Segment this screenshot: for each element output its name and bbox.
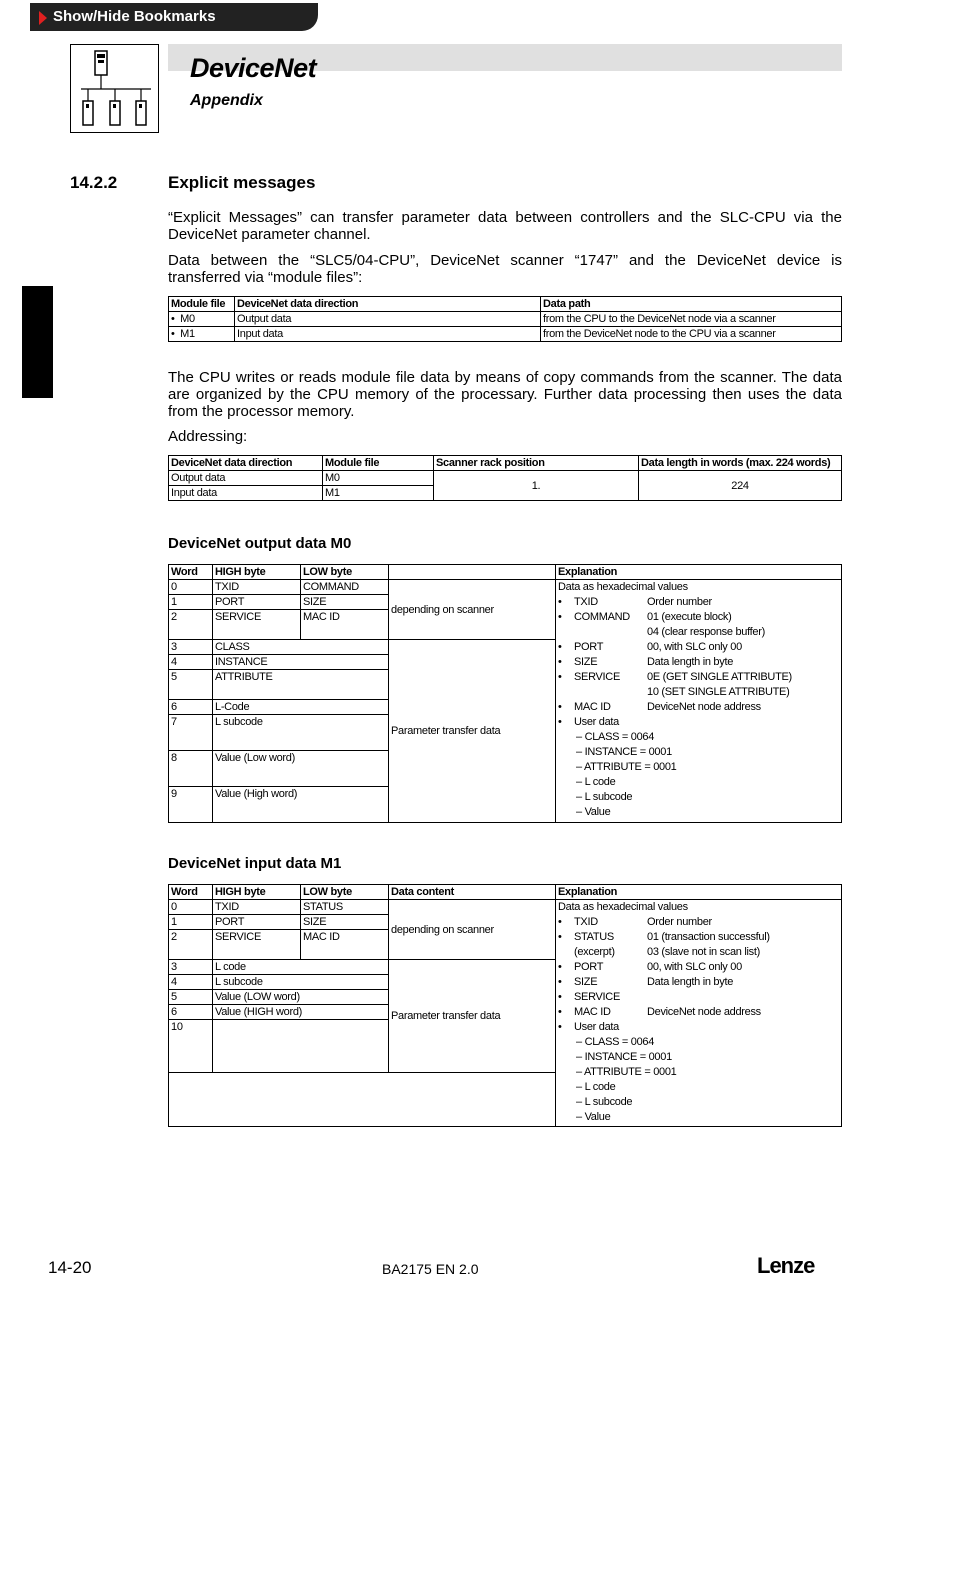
- page-number: 14-20: [48, 1258, 92, 1277]
- table-cell: Output data: [235, 312, 541, 327]
- table-cell: MAC ID: [301, 930, 389, 960]
- module-file-table: [168, 296, 842, 342]
- bullet: [558, 945, 574, 960]
- table-cell: M1: [323, 486, 434, 501]
- explanation-item: [558, 715, 839, 730]
- network-topology-icon: [70, 44, 159, 133]
- column-header: DeviceNet data direction: [169, 456, 323, 471]
- table-cell: L subcode: [213, 715, 389, 751]
- explanation-item: [558, 990, 839, 1005]
- bookmarks-button-label: Show/Hide Bookmarks: [53, 8, 216, 25]
- table-cell: Input data: [235, 327, 541, 342]
- module-file-value: M0: [180, 313, 195, 325]
- explanation-sub-item: – L subcode: [576, 791, 633, 803]
- lenze-logo: Lenze: [757, 1253, 815, 1278]
- page-subtitle: Appendix: [190, 92, 263, 109]
- column-header: Module file: [323, 456, 434, 471]
- table-row: [169, 327, 842, 342]
- explanation-sub-item: – INSTANCE = 0001: [576, 1051, 672, 1063]
- column-header: Word: [169, 885, 213, 900]
- explanation-sub-item: – ATTRIBUTE = 0001: [576, 1066, 677, 1078]
- explanation-sub-item: – INSTANCE = 0001: [576, 746, 672, 758]
- explanation-value: 03 (slave not in scan list): [647, 946, 760, 958]
- bullet: •: [558, 641, 562, 653]
- table-cell: 9: [169, 787, 213, 823]
- explanation-sub-item: – CLASS = 0064: [576, 1036, 655, 1048]
- table-cell: 6: [169, 1005, 213, 1020]
- explanation-key: MAC ID: [574, 1006, 611, 1018]
- table-cell: TXID: [213, 580, 301, 595]
- table-cell: Value (LOW word): [213, 990, 389, 1005]
- table-cell: depending on scanner: [389, 900, 556, 960]
- explanation-value: Data length in byte: [647, 656, 734, 668]
- table-cell: INSTANCE: [213, 655, 389, 670]
- table-header-row: [169, 456, 842, 471]
- table-cell: 7: [169, 715, 213, 751]
- explanation-item: [558, 700, 839, 715]
- output-data-heading: DeviceNet output data M0: [168, 535, 352, 552]
- paragraph-4: Addressing:: [168, 428, 248, 445]
- table-cell: 3: [169, 640, 213, 655]
- explanation-cell: [556, 900, 842, 1127]
- table-cell: SIZE: [301, 915, 389, 930]
- table-cell: Value (High word): [213, 787, 389, 823]
- explanation-item: [558, 670, 839, 685]
- explanation-key: User data: [574, 716, 619, 728]
- table-cell: 8: [169, 751, 213, 787]
- column-header: HIGH byte: [213, 885, 301, 900]
- column-header: Explanation: [556, 565, 842, 580]
- column-header: LOW byte: [301, 885, 389, 900]
- table-cell: from the DeviceNet node to the CPU via a scanner: [541, 327, 842, 342]
- table-cell: CLASS: [213, 640, 389, 655]
- table-row: [169, 580, 842, 595]
- explanation-sub-item: – L code: [576, 1081, 616, 1093]
- section-number: 14.2.2: [70, 173, 118, 192]
- explanation-value: [647, 715, 839, 730]
- explanation-value: 10 (SET SINGLE ATTRIBUTE): [647, 686, 790, 698]
- page-title: DeviceNet: [190, 53, 317, 83]
- bullet: •: [558, 1006, 562, 1018]
- bullet: •: [558, 976, 562, 988]
- table-cell: M0: [323, 471, 434, 486]
- explanation-value: 0E (GET SINGLE ATTRIBUTE): [647, 671, 792, 683]
- explanation-item: [558, 625, 839, 640]
- explanation-value: Order number: [647, 596, 712, 608]
- explanation-item: [558, 655, 839, 670]
- bullet: •: [558, 1021, 562, 1033]
- column-header: Module file: [169, 297, 235, 312]
- table-cell: Input data: [169, 486, 323, 501]
- explanation-item: [558, 610, 839, 625]
- paragraph-2: Data between the “SLC5/04-CPU”, DeviceNet scanner “1747” and the DeviceNet device is transferred via “module files”:: [168, 252, 842, 286]
- table-cell: 2: [169, 610, 213, 640]
- table-cell: Value (HIGH word): [213, 1005, 389, 1020]
- table-cell: depending on scanner: [389, 580, 556, 640]
- explanation-key: SIZE: [574, 656, 598, 668]
- explanation-sub-item: – L code: [576, 776, 616, 788]
- explanation-sub-item: – Value: [576, 806, 611, 818]
- column-header: Scanner rack position: [434, 456, 639, 471]
- explanation-sub-item: – L subcode: [576, 1096, 633, 1108]
- table-cell: L subcode: [213, 975, 389, 990]
- bullet: •: [558, 716, 562, 728]
- table-cell: L code: [213, 960, 389, 975]
- play-arrow-icon: [39, 11, 47, 25]
- bullet: [558, 685, 574, 700]
- table-row: [169, 471, 842, 486]
- table-cell: MAC ID: [301, 610, 389, 640]
- table-header-row: [169, 297, 842, 312]
- explanation-key: PORT: [574, 641, 604, 653]
- table-cell: STATUS: [301, 900, 389, 915]
- explanation-key: STATUS: [574, 931, 614, 943]
- explanation-item: [558, 685, 839, 700]
- explanation-item: [558, 1005, 839, 1020]
- table-row: [169, 900, 842, 915]
- show-hide-bookmarks-button[interactable]: [30, 3, 318, 31]
- explanation-key: TXID: [574, 596, 598, 608]
- table-cell: 4: [169, 975, 213, 990]
- explanation-value: 04 (clear response buffer): [647, 626, 765, 638]
- table-row: [169, 312, 842, 327]
- document-id: BA2175 EN 2.0: [382, 1261, 479, 1277]
- table-cell: 0: [169, 900, 213, 915]
- explanation-item: [558, 1020, 839, 1035]
- table-cell: 2: [169, 930, 213, 960]
- explanation-sub-item: – ATTRIBUTE = 0001: [576, 761, 677, 773]
- explanation-value: [647, 1020, 839, 1035]
- explanation-key: SERVICE: [574, 671, 620, 683]
- explanation-intro: Data as hexadecimal values: [558, 901, 688, 913]
- table-cell: [169, 1073, 556, 1127]
- explanation-key: User data: [574, 1021, 619, 1033]
- bullet: •: [558, 596, 562, 608]
- module-file-value: M1: [180, 328, 195, 340]
- column-header: [389, 565, 556, 580]
- table-cell: 3: [169, 960, 213, 975]
- column-header: LOW byte: [301, 565, 389, 580]
- explanation-value: 01 (execute block): [647, 611, 732, 623]
- paragraph-3: The CPU writes or reads module file data by means of copy commands from the scanner. The data are organized by the CPU memory of the processary. Further data processing then uses the data from the processor memory.: [168, 369, 842, 420]
- bullet: •: [558, 701, 562, 713]
- table-cell: Output data: [169, 471, 323, 486]
- table-cell: 1.: [434, 471, 639, 501]
- column-header: Word: [169, 565, 213, 580]
- bullet: •: [558, 916, 562, 928]
- explanation-value: DeviceNet node address: [647, 701, 761, 713]
- explanation-sub-item: – Value: [576, 1111, 611, 1123]
- explanation-item: [558, 640, 839, 655]
- explanation-value: 01 (transaction successful): [647, 931, 770, 943]
- explanation-sub-item: – CLASS = 0064: [576, 731, 655, 743]
- table-cell: L-Code: [213, 700, 389, 715]
- bullet: •: [171, 313, 175, 325]
- table-cell: COMMAND: [301, 580, 389, 595]
- table-cell: from the CPU to the DeviceNet node via a scanner: [541, 312, 842, 327]
- explanation-key: [574, 685, 647, 700]
- explanation-value: Order number: [647, 916, 712, 928]
- table-cell: 1: [169, 915, 213, 930]
- table-cell: [213, 1020, 389, 1073]
- column-header: Data path: [541, 297, 842, 312]
- output-data-table: [168, 564, 842, 823]
- table-cell: [169, 312, 235, 327]
- table-cell: 1: [169, 595, 213, 610]
- bullet: [558, 625, 574, 640]
- table-cell: Parameter transfer data: [389, 640, 556, 823]
- explanation-value: 00, with SLC only 00: [647, 641, 742, 653]
- explanation-value: Data length in byte: [647, 976, 734, 988]
- column-header: DeviceNet data direction: [235, 297, 541, 312]
- explanation-item: [558, 960, 839, 975]
- column-header: Data length in words (max. 224 words): [639, 456, 842, 471]
- explanation-key: (excerpt): [574, 946, 615, 958]
- table-header-row: [169, 565, 842, 580]
- column-header: HIGH byte: [213, 565, 301, 580]
- table-header-row: [169, 885, 842, 900]
- explanation-value: [647, 990, 839, 1005]
- bullet: •: [558, 611, 562, 623]
- bullet: •: [558, 961, 562, 973]
- bullet: •: [558, 656, 562, 668]
- table-cell: TXID: [213, 900, 301, 915]
- explanation-key: PORT: [574, 961, 604, 973]
- bullet: •: [171, 328, 175, 340]
- explanation-key: SERVICE: [574, 991, 620, 1003]
- explanation-item: [558, 595, 839, 610]
- table-cell: 224: [639, 471, 842, 501]
- table-cell: 6: [169, 700, 213, 715]
- table-cell: PORT: [213, 595, 301, 610]
- explanation-key: COMMAND: [574, 611, 630, 623]
- input-data-table: [168, 884, 842, 1127]
- table-cell: Parameter transfer data: [389, 960, 556, 1073]
- explanation-cell: [556, 580, 842, 823]
- table-cell: 10: [169, 1020, 213, 1073]
- addressing-table: [168, 455, 842, 501]
- explanation-value: 00, with SLC only 00: [647, 961, 742, 973]
- explanation-item: [558, 975, 839, 990]
- column-header: Explanation: [556, 885, 842, 900]
- bullet: •: [558, 671, 562, 683]
- explanation-item: [558, 945, 839, 960]
- explanation-key: SIZE: [574, 976, 598, 988]
- section-title: Explicit messages: [168, 173, 316, 192]
- explanation-item: [558, 930, 839, 945]
- table-cell: 0: [169, 580, 213, 595]
- explanation-key: [574, 625, 647, 640]
- bullet: •: [558, 931, 562, 943]
- explanation-key: TXID: [574, 916, 598, 928]
- explanation-value: DeviceNet node address: [647, 1006, 761, 1018]
- table-cell: 4: [169, 655, 213, 670]
- table-cell: SIZE: [301, 595, 389, 610]
- table-cell: [169, 327, 235, 342]
- bullet: •: [558, 991, 562, 1003]
- table-cell: SERVICE: [213, 610, 301, 640]
- table-cell: 5: [169, 990, 213, 1005]
- chapter-tab-marker: [22, 286, 53, 398]
- table-cell: SERVICE: [213, 930, 301, 960]
- table-cell: PORT: [213, 915, 301, 930]
- table-cell: 5: [169, 670, 213, 700]
- input-data-heading: DeviceNet input data M1: [168, 855, 342, 872]
- table-cell: ATTRIBUTE: [213, 670, 389, 700]
- column-header: Data content: [389, 885, 556, 900]
- explanation-key: MAC ID: [574, 701, 611, 713]
- explanation-intro: Data as hexadecimal values: [558, 581, 688, 593]
- table-cell: Value (Low word): [213, 751, 389, 787]
- explanation-item: [558, 915, 839, 930]
- paragraph-1: “Explicit Messages” can transfer parameter data between controllers and the SLC-CPU via the DeviceNet parameter channel.: [168, 209, 842, 243]
